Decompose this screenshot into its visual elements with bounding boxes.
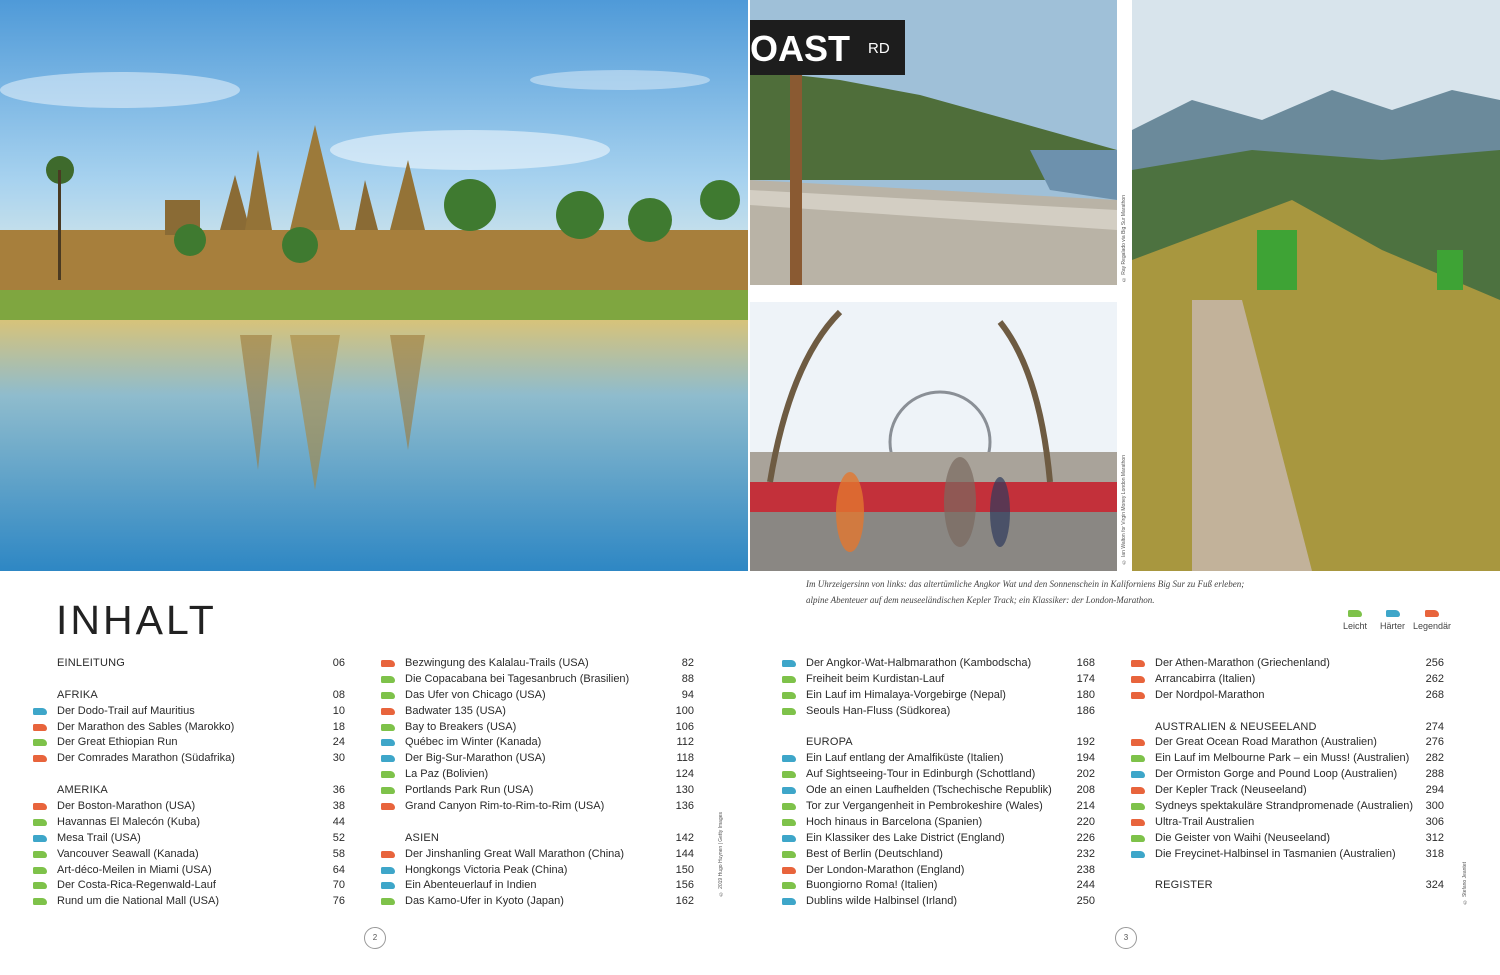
toc-section-heading[interactable] (1155, 878, 1444, 894)
toc-entry-title: Der Jinshanling Great Wall Marathon (China) (405, 847, 625, 860)
photo-big-sur (750, 0, 1117, 285)
toc-entry-title: Art-déco-Meilen in Miami (USA) (57, 863, 212, 876)
toc-entry-page: 88 (681, 672, 694, 685)
toc-entry-page: 214 (1076, 800, 1095, 813)
shoe-icon-haerter (33, 708, 47, 715)
toc-entry-title: Der Athen-Marathon (Griechenland) (1155, 657, 1330, 669)
toc-entry[interactable] (806, 704, 1095, 720)
toc-entry[interactable] (57, 799, 345, 815)
toc-entry[interactable] (405, 720, 694, 736)
shoe-icon-leicht (1131, 803, 1145, 810)
toc-entry-title: EUROPA (806, 736, 853, 749)
toc-entry[interactable] (405, 878, 694, 894)
photo-london-marathon (750, 302, 1117, 571)
toc-entry[interactable] (405, 656, 694, 672)
toc-entry[interactable] (1155, 735, 1444, 751)
toc-spacer (57, 767, 345, 783)
toc-entry[interactable] (1155, 656, 1444, 672)
toc-entry-title: Tor zur Vergangenheit in Pembrokeshire (Wales) (806, 800, 1043, 813)
toc-entry-page: 112 (676, 736, 694, 749)
toc-entry[interactable] (1155, 783, 1444, 799)
toc-entry-title: Ein Abenteuerlauf in Indien (405, 879, 537, 892)
legend-label-haerter: Härter (1380, 621, 1406, 631)
toc-entry-page: 24 (332, 736, 345, 749)
toc-entry-page: 194 (1076, 752, 1095, 765)
toc-entry[interactable] (806, 894, 1095, 910)
toc-entry[interactable] (806, 815, 1095, 831)
toc-entry[interactable] (57, 863, 345, 879)
photo-caption: Im Uhrzeigersinn von links: das altertümliche Angkor Wat und den Sonnenschein in Kaliforniens Big Sur zu Fuß erleben; alpine Abenteuer auf dem neuseeländischen Kepler Track; ein Klassiker: der London-Marathon. (806, 579, 1245, 605)
toc-entry-title: Seouls Han-Fluss (Südkorea) (806, 704, 951, 717)
toc-entry-page: 306 (1425, 815, 1444, 828)
toc-entry-title: Der Nordpol-Marathon (1155, 688, 1265, 701)
toc-entry[interactable] (405, 863, 694, 879)
legend-legendaer (1413, 610, 1451, 631)
toc-section-heading[interactable] (1155, 720, 1444, 736)
toc-entry-page: 36 (332, 784, 345, 797)
toc-entry-page: 256 (1425, 657, 1444, 669)
shoe-icon-leicht (782, 851, 796, 858)
toc-entry-title: Hongkongs Victoria Peak (China) (405, 863, 568, 876)
page-number-right: 3 (1115, 927, 1137, 949)
toc-entry[interactable] (1155, 831, 1444, 847)
toc-entry[interactable] (1155, 672, 1444, 688)
toc-entry-page: 58 (332, 847, 345, 860)
toc-entry-title: Das Ufer von Chicago (USA) (405, 688, 546, 701)
toc-entry-page: 150 (675, 863, 694, 876)
toc-entry-page: 220 (1076, 815, 1095, 828)
toc-entry-page: 174 (1076, 672, 1095, 685)
toc-entry[interactable] (806, 656, 1095, 672)
shoe-icon-haerter (381, 867, 395, 874)
shoe-icon-leicht (33, 739, 47, 746)
toc-entry[interactable] (57, 847, 345, 863)
toc-entry-title: Buongiorno Roma! (Italien) (806, 879, 938, 892)
toc-entry-page: 282 (1425, 752, 1444, 765)
shoe-icon-leicht (381, 787, 395, 794)
toc-entry-page: 168 (1076, 657, 1095, 669)
shoe-icon-legendaer (1425, 610, 1439, 617)
shoe-icon-legendaer (1131, 787, 1145, 794)
toc-entry[interactable] (57, 831, 345, 847)
toc-entry-title: Der Comrades Marathon (Südafrika) (57, 752, 235, 765)
toc-entry-title: AFRIKA (57, 688, 98, 701)
toc-entry-title: Die Freycinet-Halbinsel in Tasmanien (Australien) (1155, 847, 1396, 860)
toc-entry-title: Der Great Ethiopian Run (57, 736, 178, 749)
shoe-icon-haerter (782, 787, 796, 794)
toc-entry-title: Der Dodo-Trail auf Mauritius (57, 704, 195, 717)
toc-entry-title: Der Marathon des Sables (Marokko) (57, 720, 235, 733)
shoe-icon-leicht (782, 708, 796, 715)
toc-spacer (405, 815, 694, 831)
toc-section-heading[interactable] (57, 688, 345, 704)
toc-entry[interactable] (405, 894, 694, 910)
toc-section-heading[interactable] (806, 735, 1095, 751)
toc-entry-page: 294 (1425, 784, 1444, 797)
toc-entry-page: 288 (1425, 768, 1444, 781)
toc-entry-title: Ein Lauf im Melbourne Park – ein Muss! (Australien) (1155, 752, 1410, 765)
toc-entry-title: La Paz (Bolivien) (405, 768, 489, 781)
shoe-icon-leicht (782, 803, 796, 810)
shoe-icon-leicht (1131, 755, 1145, 762)
shoe-icon-haerter (1131, 851, 1145, 858)
toc-entry-title: Sydneys spektakuläre Strandpromenade (Australien) (1155, 800, 1414, 813)
toc-entry-title: Der Kepler Track (Neuseeland) (1155, 784, 1307, 797)
shoe-icon-legendaer (1131, 739, 1145, 746)
toc-entry-page: 144 (675, 847, 694, 860)
shoe-icon-legendaer (1131, 676, 1145, 683)
toc-entry-title: Arrancabirra (Italien) (1155, 672, 1256, 685)
shoe-icon-haerter (1386, 610, 1400, 617)
toc-entry-title: Der Great Ocean Road Marathon (Australien) (1155, 736, 1377, 749)
toc-entry-page: 226 (1076, 831, 1095, 844)
toc-entry[interactable] (806, 688, 1095, 704)
shoe-icon-leicht (381, 898, 395, 905)
toc-entry-page: 232 (1076, 847, 1095, 860)
shoe-icon-haerter (782, 755, 796, 762)
toc-entry-title: Das Kamo-Ufer in Kyoto (Japan) (405, 895, 564, 908)
toc-entry[interactable] (405, 767, 694, 783)
toc-column-2 (405, 656, 694, 910)
toc-entry-title: AMERIKA (57, 784, 108, 797)
toc-entry[interactable] (405, 704, 694, 720)
shoe-icon-leicht (33, 882, 47, 889)
toc-entry-title: EINLEITUNG (57, 657, 126, 669)
toc-entry-page: 106 (675, 720, 694, 733)
toc-entry-page: 180 (1076, 688, 1095, 701)
toc-entry-page: 52 (332, 831, 345, 844)
shoe-icon-legendaer (381, 660, 395, 667)
toc-entry-title: Best of Berlin (Deutschland) (806, 847, 943, 860)
shoe-icon-legendaer (381, 803, 395, 810)
toc-entry-page: 130 (675, 784, 694, 797)
toc-entry-page: 162 (675, 895, 694, 908)
shoe-icon-legendaer (381, 851, 395, 858)
toc-entry-page: 244 (1076, 879, 1095, 892)
toc-entry-page: 276 (1425, 736, 1444, 749)
toc-entry[interactable] (57, 735, 345, 751)
toc-entry-page: 312 (1425, 831, 1444, 844)
toc-entry[interactable] (405, 672, 694, 688)
toc-entry[interactable] (405, 688, 694, 704)
toc-entry-page: 136 (675, 800, 694, 813)
toc-entry-title: Die Geister von Waihi (Neuseeland) (1155, 831, 1331, 844)
toc-entry[interactable] (57, 720, 345, 736)
toc-entry-title: ASIEN (405, 831, 440, 844)
photo-credit-big-sur: © Ray Regalado via Big Sur Marathon (1121, 195, 1127, 283)
photo-credit-kepler: © Stefano Jeantet (1462, 862, 1468, 905)
toc-entry-title: Ein Lauf entlang der Amalfiküste (Italien) (806, 752, 1004, 765)
toc-entry-page: 10 (332, 704, 345, 717)
toc-entry-title: Portlands Park Run (USA) (405, 784, 534, 797)
toc-entry[interactable] (405, 751, 694, 767)
toc-entry-title: Rund um die National Mall (USA) (57, 895, 220, 908)
toc-entry-page: 124 (675, 768, 694, 781)
shoe-icon-leicht (33, 867, 47, 874)
toc-column-3 (806, 656, 1095, 910)
toc-column-1 (57, 656, 345, 910)
toc-entry-page: 300 (1425, 800, 1444, 813)
toc-entry-title: Freiheit beim Kurdistan-Lauf (806, 672, 945, 685)
toc-entry[interactable] (806, 878, 1095, 894)
toc-entry[interactable] (57, 878, 345, 894)
shoe-icon-haerter (33, 835, 47, 842)
toc-section-heading[interactable] (405, 831, 694, 847)
legend-haerter (1380, 610, 1405, 631)
toc-entry-page: 238 (1076, 863, 1095, 876)
shoe-icon-legendaer (33, 724, 47, 731)
toc-entry-page: 318 (1425, 847, 1444, 860)
toc-entry-title: Mesa Trail (USA) (57, 831, 141, 844)
toc-entry-title: Ultra-Trail Australien (1155, 815, 1255, 828)
toc-entry-title: Québec im Winter (Kanada) (405, 736, 542, 749)
photo-angkor-wat (0, 0, 748, 571)
toc-spacer (1155, 863, 1444, 879)
toc-entry[interactable] (57, 894, 345, 910)
toc-entry-title: Grand Canyon Rim-to-Rim-to-Rim (USA) (405, 800, 605, 813)
legend-label-leicht: Leicht (1343, 621, 1368, 631)
toc-entry-page: 70 (332, 879, 345, 892)
shoe-icon-legendaer (33, 803, 47, 810)
shoe-icon-legendaer (381, 708, 395, 715)
toc-entry[interactable] (1155, 815, 1444, 831)
toc-entry[interactable] (806, 751, 1095, 767)
toc-entry-page: 208 (1076, 784, 1095, 797)
toc-entry-page: 06 (332, 657, 345, 669)
toc-entry-page: 76 (332, 895, 345, 908)
shoe-icon-haerter (782, 835, 796, 842)
toc-entry-title: Vancouver Seawall (Kanada) (57, 847, 199, 860)
toc-entry-title: Badwater 135 (USA) (405, 704, 506, 717)
toc-entry-title: Dublins wilde Halbinsel (Irland) (806, 895, 958, 908)
shoe-icon-haerter (1131, 771, 1145, 778)
shoe-icon-leicht (1348, 610, 1362, 617)
toc-entry-title: Ein Lauf im Himalaya-Vorgebirge (Nepal) (806, 688, 1006, 701)
shoe-icon-leicht (381, 692, 395, 699)
toc-entry[interactable] (405, 847, 694, 863)
toc-entry-page: 94 (681, 688, 694, 701)
toc-entry[interactable] (1155, 688, 1444, 704)
toc-spacer (806, 720, 1095, 736)
toc-entry-title: Auf Sightseeing-Tour in Edinburgh (Schottland) (806, 768, 1036, 781)
toc-entry-title: Der Boston-Marathon (USA) (57, 800, 196, 813)
toc-entry-title: Ein Klassiker des Lake District (England) (806, 831, 1005, 844)
toc-entry[interactable] (1155, 751, 1444, 767)
toc-entry-page: 08 (332, 688, 345, 701)
toc-entry-title: Bay to Breakers (USA) (405, 720, 517, 733)
toc-entry[interactable] (806, 783, 1095, 799)
toc-entry-page: 268 (1425, 688, 1444, 701)
photo-credit-getty: © 2019 Hugo Huynen | Getty Images (718, 812, 724, 897)
shoe-icon-legendaer (1131, 692, 1145, 699)
toc-entry-page: 30 (332, 752, 345, 765)
toc-entry[interactable] (1155, 799, 1444, 815)
shoe-icon-haerter (782, 898, 796, 905)
toc-entry[interactable] (57, 815, 345, 831)
toc-entry-title: Der Ormiston Gorge and Pound Loop (Australien) (1155, 768, 1398, 781)
toc-entry-page: 18 (332, 720, 345, 733)
toc-entry-title: REGISTER (1155, 879, 1213, 892)
shoe-icon-leicht (782, 676, 796, 683)
toc-entry-page: 118 (676, 752, 694, 765)
toc-section-heading[interactable] (57, 656, 345, 672)
toc-column-4 (1155, 656, 1444, 894)
shoe-icon-leicht (381, 724, 395, 731)
toc-entry-title: Hoch hinaus in Barcelona (Spanien) (806, 815, 983, 828)
shoe-icon-legendaer (1131, 819, 1145, 826)
toc-entry-title: Ode an einen Laufhelden (Tschechische Republik) (806, 784, 1052, 797)
toc-entry[interactable] (405, 799, 694, 815)
shoe-icon-leicht (782, 692, 796, 699)
toc-entry-page: 82 (681, 657, 694, 669)
shoe-icon-legendaer (782, 867, 796, 874)
toc-spacer (57, 672, 345, 688)
shoe-icon-leicht (782, 882, 796, 889)
toc-entry[interactable] (806, 767, 1095, 783)
shoe-icon-leicht (33, 851, 47, 858)
shoe-icon-leicht (33, 898, 47, 905)
toc-entry-title: Der Big-Sur-Marathon (USA) (405, 752, 546, 765)
toc-entry-page: 250 (1076, 895, 1095, 908)
shoe-icon-legendaer (1131, 660, 1145, 667)
toc-entry[interactable] (806, 799, 1095, 815)
shoe-icon-legendaer (33, 755, 47, 762)
toc-entry[interactable] (405, 783, 694, 799)
toc-entry-title: Der Costa-Rica-Regenwald-Lauf (57, 879, 216, 892)
toc-entry[interactable] (405, 735, 694, 751)
shoe-icon-leicht (33, 819, 47, 826)
toc-entry-page: 202 (1076, 768, 1095, 781)
street-sign-suffix: RD (868, 40, 890, 57)
toc-entry-page: 44 (332, 815, 345, 828)
toc-entry[interactable] (1155, 767, 1444, 783)
toc-entry-title: Der London-Marathon (England) (806, 863, 965, 876)
toc-entry-page: 274 (1425, 720, 1444, 733)
toc-entry-page: 324 (1425, 879, 1444, 892)
toc-entry-title: Der Angkor-Wat-Halbmarathon (Kambodscha) (806, 657, 1032, 669)
page-number-left: 2 (364, 927, 386, 949)
legend-leicht (1343, 610, 1367, 631)
shoe-icon-leicht (782, 819, 796, 826)
toc-entry-page: 100 (675, 704, 694, 717)
shoe-icon-haerter (381, 755, 395, 762)
toc-entry-page: 156 (675, 879, 694, 892)
toc-entry[interactable] (57, 751, 345, 767)
shoe-icon-leicht (1131, 835, 1145, 842)
toc-entry-page: 38 (332, 800, 345, 813)
toc-section-heading[interactable] (57, 783, 345, 799)
legend-label-legendaer: Legendär (1413, 621, 1452, 631)
toc-entry[interactable] (806, 672, 1095, 688)
toc-entry[interactable] (1155, 847, 1444, 863)
page-title: INHALT (56, 597, 217, 643)
shoe-icon-haerter (381, 739, 395, 746)
photo-kepler-track (1132, 0, 1500, 571)
shoe-icon-haerter (782, 660, 796, 667)
shoe-icon-leicht (782, 771, 796, 778)
toc-entry-page: 186 (1076, 704, 1095, 717)
toc-entry-title: Havannas El Malecón (Kuba) (57, 815, 201, 828)
street-sign-text: OAST (750, 28, 851, 69)
toc-entry-page: 262 (1425, 672, 1444, 685)
toc-entry-page: 64 (332, 863, 345, 876)
toc-entry[interactable] (806, 863, 1095, 879)
toc-entry-page: 192 (1076, 736, 1095, 749)
shoe-icon-leicht (381, 771, 395, 778)
toc-entry[interactable] (57, 704, 345, 720)
toc-entry-title: Bezwingung des Kalalau-Trails (USA) (405, 657, 589, 669)
toc-entry[interactable] (806, 847, 1095, 863)
toc-spacer (1155, 704, 1444, 720)
toc-entry[interactable] (806, 831, 1095, 847)
toc-entry-title: AUSTRALIEN & NEUSEELAND (1155, 720, 1317, 733)
shoe-icon-leicht (381, 676, 395, 683)
shoe-icon-haerter (381, 882, 395, 889)
toc-entry-page: 142 (675, 831, 694, 844)
photo-credit-london: © Ian Walton for Virgin Money London Marathon (1121, 455, 1127, 565)
toc-entry-title: Die Copacabana bei Tagesanbruch (Brasilien) (405, 672, 630, 685)
